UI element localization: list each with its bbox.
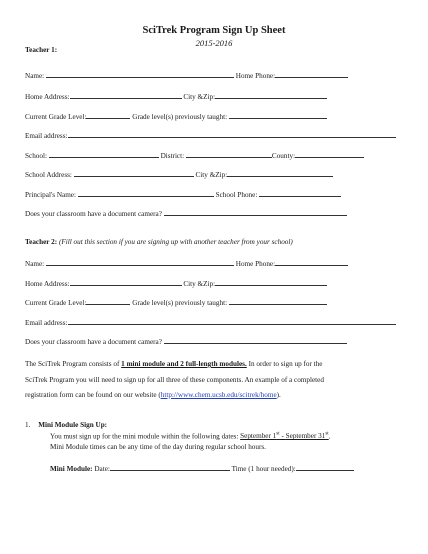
school-year: 2015-2016 xyxy=(195,38,233,48)
info-line-1 xyxy=(25,360,410,368)
school-phone-label: School Phone: xyxy=(215,191,258,199)
home-address-field[interactable] xyxy=(70,91,182,99)
school-address-label: School Address: xyxy=(25,171,72,179)
list-number: 1. xyxy=(25,421,31,429)
camera-field[interactable] xyxy=(164,336,347,344)
school-address-field[interactable] xyxy=(74,169,194,177)
time-label: Time (1 hour needed): xyxy=(231,465,296,473)
district-field[interactable] xyxy=(186,150,272,158)
info-text: registration form can be found on our website ( xyxy=(25,391,161,399)
date-start: September 1 xyxy=(240,432,277,441)
teacher1-heading: Teacher 1: xyxy=(25,46,58,54)
mini-module-heading: Mini Module Sign Up: xyxy=(38,421,108,429)
teacher2-address-row xyxy=(25,278,327,288)
school-phone-field[interactable] xyxy=(259,189,341,197)
info-text: The SciTrek Program consists of xyxy=(25,360,122,368)
teacher2-camera-row xyxy=(25,336,347,346)
info-text: In order to sign up for the xyxy=(246,360,323,368)
email-label: Email address: xyxy=(25,132,68,140)
teacher2-heading-row xyxy=(25,238,293,246)
school-city-zip-label: City &Zip: xyxy=(195,171,228,179)
school-label: School: xyxy=(25,152,47,160)
name-label: Name: xyxy=(25,260,45,268)
grade-field[interactable] xyxy=(86,111,130,119)
teacher1-school-address-row xyxy=(25,169,333,179)
grade-label: Current Grade Level: xyxy=(25,113,87,121)
email-field[interactable] xyxy=(68,130,396,138)
school-city-zip-field[interactable] xyxy=(227,169,333,177)
date-label: Date: xyxy=(94,465,110,473)
home-phone-field[interactable] xyxy=(275,70,348,78)
dates-text: You must sign up for the mini module within the following dates: xyxy=(50,432,241,441)
county-label: County: xyxy=(271,152,296,160)
info-line-3 xyxy=(25,391,410,399)
mini-module-dates xyxy=(50,432,331,440)
date-range xyxy=(240,432,329,440)
camera-label: Does your classroom have a document camera? xyxy=(25,210,162,218)
home-address-label: Home Address: xyxy=(25,93,70,101)
county-field[interactable] xyxy=(295,150,364,158)
city-zip-field[interactable] xyxy=(215,278,327,286)
city-zip-field[interactable] xyxy=(215,91,327,99)
mini-module-time-field[interactable] xyxy=(296,463,354,471)
mini-module-label: Mini Module: xyxy=(50,465,93,473)
teacher1-principal-row xyxy=(25,189,341,199)
date-start-suffix: st xyxy=(276,432,280,437)
prev-grades-label: Grade level(s) previously taught: xyxy=(132,113,228,121)
home-address-label: Home Address: xyxy=(25,280,70,288)
city-zip-label: City &Zip: xyxy=(183,93,216,101)
teacher1-address-row xyxy=(25,91,327,101)
mini-module-date-field[interactable] xyxy=(110,463,230,471)
camera-label: Does your classroom have a document camera? xyxy=(25,338,162,346)
mini-module-signup-row xyxy=(50,463,354,473)
teacher2-grade-row xyxy=(25,297,327,307)
page-title: SciTrek Program Sign Up Sheet xyxy=(142,25,286,36)
teacher2-email-row xyxy=(25,317,396,327)
teacher2-note: (Fill out this section if you are signing up with another teacher from your school) xyxy=(58,238,293,246)
info-text: ). xyxy=(276,391,281,399)
home-address-field[interactable] xyxy=(70,278,182,286)
dates-text: . xyxy=(328,432,331,441)
school-field[interactable] xyxy=(49,150,159,158)
name-field[interactable] xyxy=(46,70,234,78)
grade-field[interactable] xyxy=(86,297,130,305)
home-phone-field[interactable] xyxy=(275,258,348,266)
prev-grades-field[interactable] xyxy=(229,297,327,305)
prev-grades-label: Grade level(s) previously taught: xyxy=(132,299,228,307)
prev-grades-field[interactable] xyxy=(229,111,327,119)
email-field[interactable] xyxy=(68,317,396,325)
district-label: District: xyxy=(160,152,185,160)
date-end: September 31 xyxy=(285,432,326,441)
teacher1-camera-row xyxy=(25,208,347,218)
home-phone-label: Home Phone: xyxy=(235,260,276,268)
name-field[interactable] xyxy=(46,258,234,266)
teacher1-grade-row xyxy=(25,111,327,121)
date-end-suffix: st xyxy=(325,432,329,437)
mini-module-heading-row xyxy=(25,421,107,429)
website-link[interactable]: http://www.chem.ucsb.edu/scitrek/home xyxy=(160,391,277,399)
info-emphasis: 1 mini module and 2 full-length modules. xyxy=(121,360,247,368)
home-phone-label: Home Phone: xyxy=(235,72,276,80)
name-label: Name: xyxy=(25,72,45,80)
principal-label: Principal's Name: xyxy=(25,191,76,199)
teacher1-name-row xyxy=(25,70,348,80)
grade-label: Current Grade Level: xyxy=(25,299,87,307)
camera-field[interactable] xyxy=(164,208,347,216)
teacher1-email-row xyxy=(25,130,396,140)
mini-module-times: Mini Module times can be any time of the day during regular school hours. xyxy=(50,443,266,451)
city-zip-label: City &Zip: xyxy=(183,280,216,288)
principal-field[interactable] xyxy=(78,189,214,197)
teacher1-school-row xyxy=(25,150,364,160)
teacher2-name-row xyxy=(25,258,348,268)
email-label: Email address: xyxy=(25,319,68,327)
teacher2-heading: Teacher 2: xyxy=(25,238,58,246)
date-separator: - xyxy=(279,432,286,441)
info-line-2: SciTrek Program you will need to sign up for all three of these components. An example of a completed xyxy=(25,376,324,384)
